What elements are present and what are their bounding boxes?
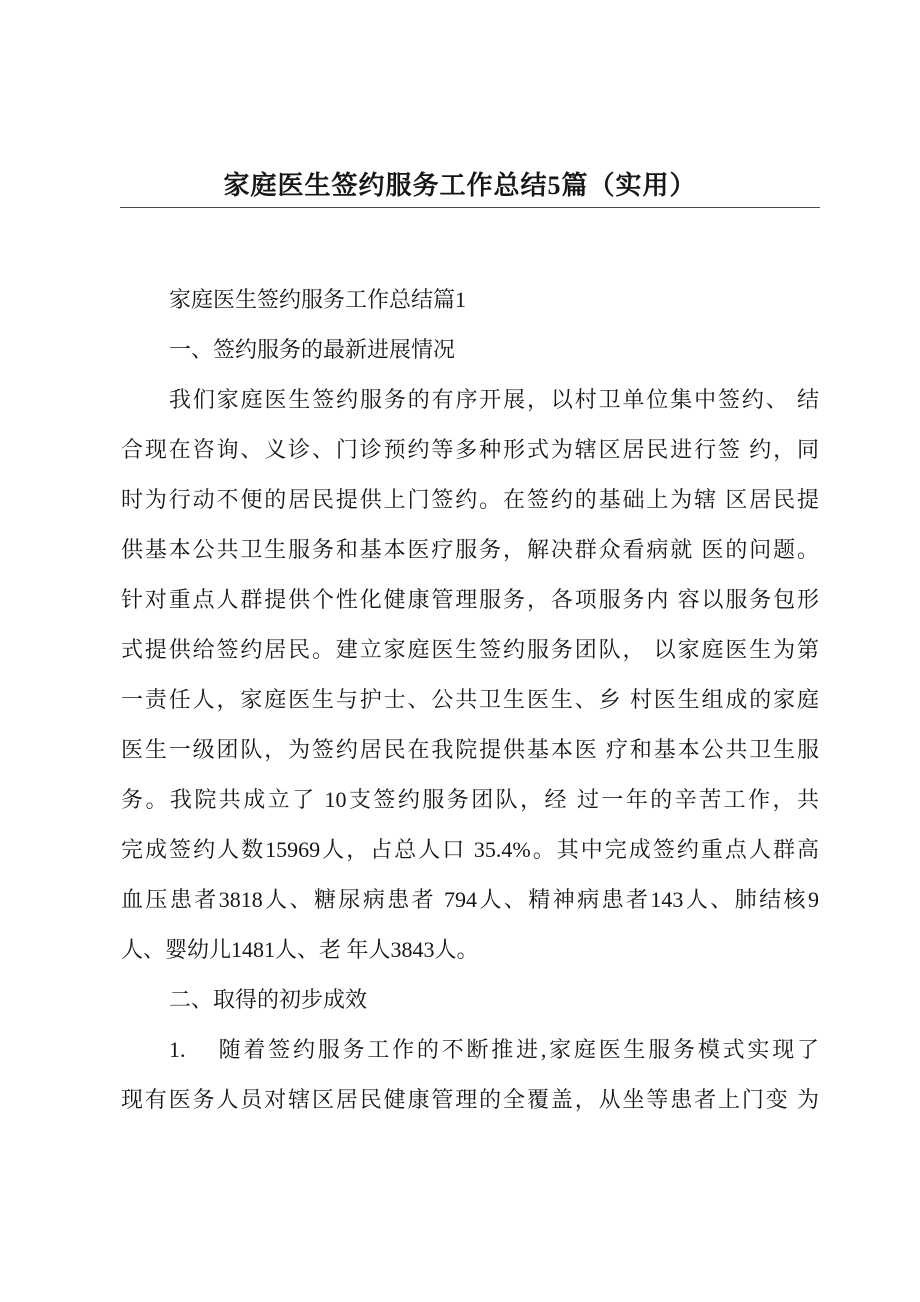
text-line: 血压患者3818人、糖尿病患者 794人、精神病患者143人、肺结核9 xyxy=(121,887,819,912)
text-line: 医生一级团队，为签约居民在我院提供基本医 疗和基本公共卫生服 xyxy=(121,737,819,762)
title-underline-rule xyxy=(120,207,820,208)
text-line: 时为行动不便的居民提供上门签约。在签约的基础上为辖 区居民提 xyxy=(121,487,819,512)
document-body xyxy=(121,275,819,1125)
text-line: 一责任人，家庭医生与护士、公共卫生医生、乡 村医生组成的家庭 xyxy=(121,687,819,712)
text-line: 针对重点人群提供个性化健康管理服务，各项服务内 容以服务包形 xyxy=(121,587,819,612)
text-line: 供基本公共卫生服务和基本医疗服务，解决群众看病就 医的问题。 xyxy=(121,537,819,562)
text-line: 人、婴幼儿1481人、老 年人3843人。 xyxy=(121,937,479,962)
text-line: 完成签约人数15969人，占总人口 35.4%。其中完成签约重点人群高 xyxy=(121,837,819,862)
text-line: 现有医务人员对辖区居民健康管理的全覆盖，从坐等患者上门变 为 xyxy=(121,1087,819,1112)
text-line: 式提供给签约居民。建立家庭医生签约服务团队， 以家庭医生为第 xyxy=(121,637,819,662)
text-line: 合现在咨询、义诊、门诊预约等多种形式为辖区居民进行签 约，同 xyxy=(121,437,819,462)
text-line: 一、签约服务的最新进展情况 xyxy=(169,337,456,362)
text-line: 1. 随着签约服务工作的不断推进,家庭医生服务模式实现了 xyxy=(169,1037,819,1062)
text-line: 二、取得的初步成效 xyxy=(169,987,368,1012)
document-title: 家庭医生签约服务工作总结5篇（实用） xyxy=(223,171,697,200)
text-line: 务。我院共成立了 10支签约服务团队，经 过一年的辛苦工作，共 xyxy=(121,787,819,812)
text-line: 我们家庭医生签约服务的有序开展，以村卫单位集中签约、 结 xyxy=(169,387,819,412)
text-line: 家庭医生签约服务工作总结篇1 xyxy=(169,287,467,312)
